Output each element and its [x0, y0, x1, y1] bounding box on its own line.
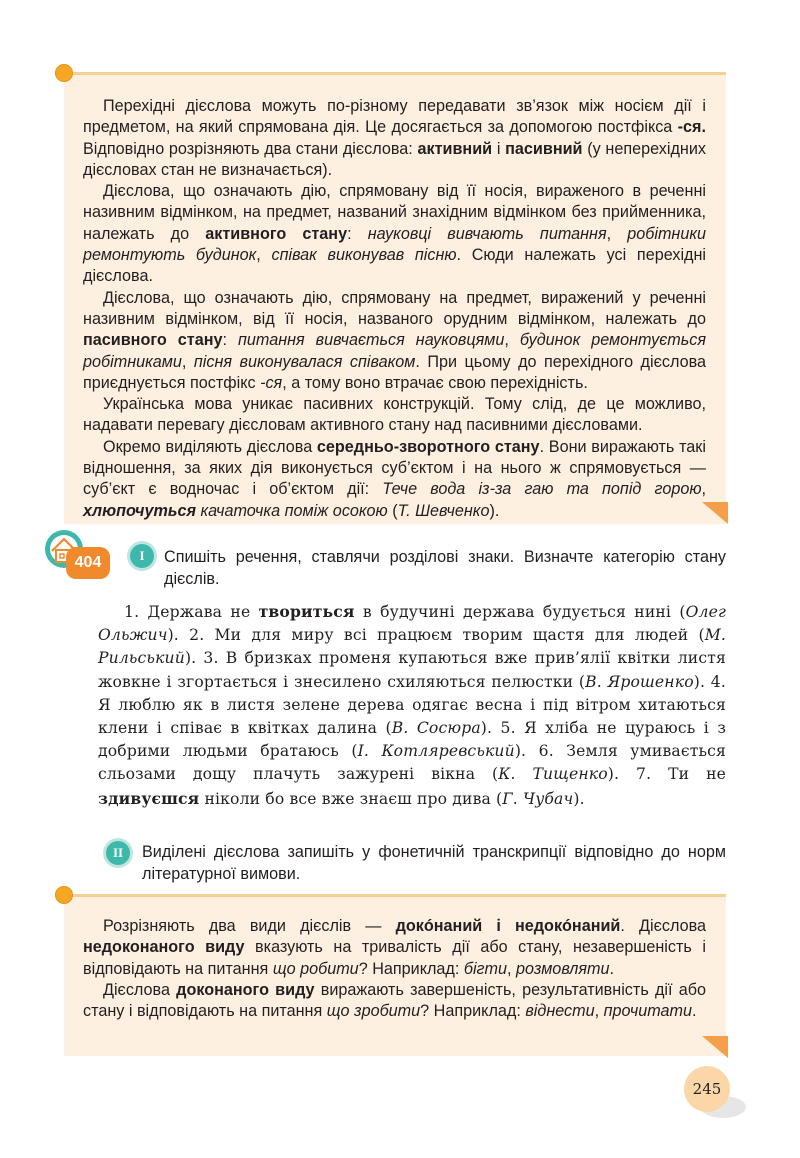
italic-example: М. Рильський: [98, 626, 726, 668]
text-run: ніколи бо все вже знаєш про дива (: [199, 789, 503, 808]
bullet-dot-icon: [55, 64, 73, 82]
bold-term: докóнаний і недокóнаний: [395, 917, 621, 935]
rule-paragraph: [83, 96, 706, 181]
bold-term: пасивний: [505, 139, 583, 158]
text-run: ). 6. Земля умивається сльозами дощу плачуть зажурені вікна (: [98, 742, 726, 784]
italic-example: К. Тищенко: [498, 765, 608, 784]
text-run: .: [692, 1002, 697, 1021]
text-run: . При цьому до перехідного дієслова приєднується постфікс: [83, 352, 707, 392]
text-run: ,: [256, 246, 272, 265]
italic-example: питання вивчається науковцями: [237, 331, 505, 350]
text-run: ).: [573, 789, 585, 808]
bold-term: -ся.: [677, 118, 706, 137]
text-run: ,: [701, 480, 706, 499]
bold-italic-term: хлюпочуться: [83, 501, 197, 520]
text-run: ,: [606, 224, 628, 243]
rule-paragraph: [83, 437, 706, 522]
text-run: 1. Держава не: [124, 603, 259, 621]
italic-example: Г. Чубач: [502, 789, 574, 808]
italic-example: бігти: [463, 959, 508, 978]
rule-paragraph: [83, 394, 706, 437]
text-run: виражають завершеність, результативність дії або стану і відповідають на питання: [83, 980, 706, 1021]
italic-example: В. Ярошенко: [585, 672, 694, 691]
italic-example: пісня виконувалася співаком: [193, 352, 416, 371]
text-run: ,: [507, 959, 517, 978]
rule-paragraph: [83, 916, 706, 980]
task-2-text: Виділені дієслова запишіть у фонетичній транскрипції відповідно до норм літературної вимови.: [142, 843, 726, 883]
italic-example: Т. Шевченко: [397, 501, 490, 520]
italic-example: прочитати: [603, 1002, 692, 1021]
task-1-text: Спишіть речення, ставлячи розділові знаки. Визначте категорію стану дієслів.: [164, 548, 726, 588]
text-run: Розрізняють два види дієслів —: [103, 917, 396, 935]
box-top-line: [64, 72, 726, 75]
bullet-dot-icon: [55, 886, 73, 904]
text-run: :: [347, 224, 368, 243]
sentences-text: [98, 603, 726, 808]
page-number: 245: [684, 1066, 730, 1112]
rule-paragraph: [83, 181, 706, 287]
italic-example: науковці вивчають питання: [367, 224, 607, 243]
text-run: Українська мова уникає пасивних конструкцій. Тому слід, де це можливо, надавати перевагу дієсловам активного стану над пасивними дієсловами.: [83, 395, 706, 435]
box-top-line: [64, 894, 726, 897]
text-run: , а тому воно втрачає свою перехідність.: [282, 373, 588, 392]
text-run: Перехідні дієслова можуть по-різному передавати зв’язок між носієм дії і предметом, на який спрямована дія. Це досягається за допомогою постфікса: [83, 97, 706, 137]
text-run: Дієслова: [103, 980, 177, 999]
italic-example: що зробити: [326, 1002, 421, 1021]
exercise-sentences: [98, 600, 726, 811]
text-run: ).: [489, 501, 500, 520]
bold-term: активного стану: [205, 224, 348, 243]
corner-triangle-icon: [702, 1036, 728, 1058]
task-marker-2: II: [106, 841, 130, 865]
text-run: ). 5. Я хліба не цураюсь і з добрими людьми братаюсь (: [98, 719, 726, 761]
bold-term: твориться: [258, 602, 355, 621]
bold-term: здивуєшся: [98, 788, 200, 808]
text-run: ). 7. Ти не: [607, 765, 726, 784]
bold-term: середньо-зворотного стану: [316, 437, 540, 456]
bold-term: активний: [417, 139, 493, 158]
italic-example: І. Котляревський: [357, 742, 515, 761]
text-run: ). 2. Ми для миру всі працюєм творим щастя для людей (: [167, 626, 705, 645]
bold-term: недоконаного виду: [83, 938, 245, 957]
italic-example: віднести: [525, 1002, 595, 1021]
text-run: . Сюди належать усі перехідні дієслова.: [83, 246, 707, 286]
exercise-number: 404: [66, 547, 110, 579]
text-run: ? Наприклад:: [358, 959, 464, 978]
italic-example: що робити: [272, 959, 359, 978]
text-run: ). 4. Я люблю як в листя зелене дерева одягає весна і під вітром хитаються клени і співає в квітках далина (: [98, 672, 726, 738]
rule-text: [83, 916, 706, 1022]
text-run: Відповідно розрізняють два стани дієслова:: [83, 139, 418, 158]
italic-example: Олег Ольжич: [98, 603, 727, 645]
text-run: . Вони виражають такі відношення, за яких дія виконується суб’єктом і на нього ж спрямовується — суб’єкт є водночас і об’єктом дії:: [83, 437, 706, 499]
text-run: ,: [594, 1002, 604, 1021]
italic-example: співак виконував пісню: [271, 246, 457, 265]
text-run: Дієслова, що означають дію, спрямовану від її носія, вираженого в реченні називним відмінком, на предмет, названий знахідним відмінком без прийменника, належать до: [83, 182, 706, 243]
italic-example: В. Сосюра: [391, 719, 481, 738]
rule-paragraph: [83, 288, 706, 394]
text-run: ,: [181, 352, 194, 371]
italic-example: качаточка поміж осокою: [200, 501, 388, 520]
text-run: .: [609, 959, 614, 978]
italic-example: робітники ремонтують будинок: [83, 224, 706, 265]
corner-triangle-icon: [702, 502, 728, 524]
text-run: (у неперехідних дієсловах стан не визначається).: [83, 139, 706, 179]
task-marker-1: I: [130, 544, 154, 568]
italic-example: будинок ремонтується робітниками: [83, 331, 707, 371]
text-run: Дієслова, що означають дію, спрямовану на предмет, виражений у реченні називним відмінком, від її носія, названого орудним відмінком, належать до: [83, 288, 706, 328]
text-run: ,: [504, 331, 520, 350]
text-run: . Дієслова: [620, 917, 706, 935]
italic-example: -ся: [260, 373, 283, 392]
text-run: :: [222, 331, 238, 350]
text-run: в будучині держава будується нині (: [354, 603, 686, 621]
bold-term: пасивного стану: [83, 331, 223, 350]
text-run: вказують на тривалість дії або стану, незавершеність і відповідають на питання: [83, 938, 706, 978]
text-run: ). 3. В бризках променя купаються вже прив’ялії квітки листя жовкне і згортається і знесилено схиляються пелюстки (: [98, 649, 726, 691]
text-run: і: [492, 139, 506, 158]
text-run: ? Наприклад:: [420, 1002, 526, 1021]
rule-paragraph: [83, 980, 706, 1023]
rule-box-aspect: [64, 894, 726, 1056]
rule-box-voice: [64, 72, 726, 524]
text-run: Окремо виділяють дієслова: [103, 437, 317, 456]
rule-text: [83, 96, 706, 522]
bold-term: доконаного виду: [176, 980, 315, 999]
italic-example: розмовляти: [516, 959, 610, 978]
italic-example: Тече вода із-за гаю та попід горою: [382, 480, 702, 499]
text-run: (: [387, 501, 398, 520]
